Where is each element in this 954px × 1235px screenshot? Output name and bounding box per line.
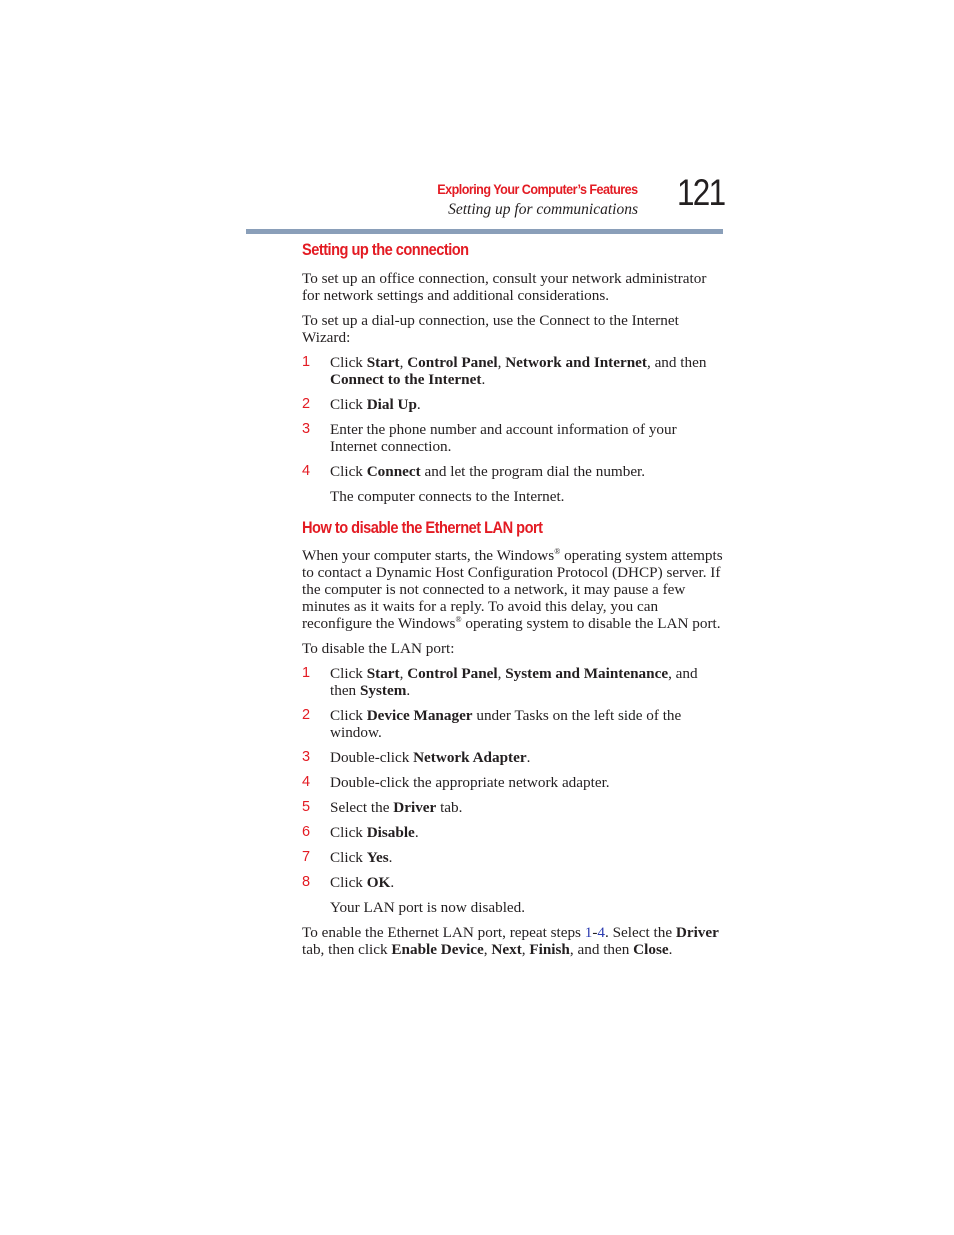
registered-mark: ® bbox=[554, 547, 561, 556]
text: , bbox=[497, 354, 506, 371]
step-result: Your LAN port is now disabled. bbox=[330, 899, 526, 916]
ui-term: Start bbox=[366, 665, 400, 682]
step-number: 4 bbox=[302, 774, 311, 790]
section-heading-connection: Setting up the connection bbox=[302, 240, 469, 259]
ui-term: Network and Internet bbox=[505, 354, 647, 371]
step-item bbox=[302, 463, 723, 480]
text: and let the program dial the number. bbox=[420, 463, 646, 480]
ui-term: System and Maintenance bbox=[505, 665, 669, 682]
section-heading-disable-lan: How to disable the Ethernet LAN port bbox=[302, 518, 543, 537]
header-rule bbox=[246, 229, 723, 234]
text: Click bbox=[330, 396, 367, 413]
ui-term: Enable Device bbox=[391, 941, 484, 958]
text: . bbox=[668, 941, 673, 958]
ui-term: Control Panel bbox=[407, 665, 498, 682]
step-text bbox=[330, 665, 723, 699]
step-result: The computer connects to the Internet. bbox=[330, 488, 565, 505]
step-text bbox=[330, 749, 723, 766]
text: . bbox=[416, 396, 421, 413]
text: , and then bbox=[646, 354, 707, 371]
ui-term: Driver bbox=[393, 799, 437, 816]
step-item bbox=[302, 799, 723, 816]
text: , bbox=[399, 354, 408, 371]
step-item bbox=[302, 707, 723, 741]
page-number: 121 bbox=[677, 172, 725, 213]
text: operating system to disable the LAN port. bbox=[461, 615, 721, 632]
step-text bbox=[330, 874, 723, 891]
text: Click bbox=[330, 849, 367, 866]
ui-term: System bbox=[359, 682, 407, 699]
enable-paragraph bbox=[302, 924, 723, 958]
text: Click bbox=[330, 707, 367, 724]
step-number: 2 bbox=[302, 707, 311, 723]
text: tab, then click bbox=[302, 941, 392, 958]
ui-term: Finish bbox=[529, 941, 570, 958]
text: . bbox=[526, 749, 531, 766]
text: . bbox=[414, 824, 419, 841]
ui-term: Next bbox=[491, 941, 522, 958]
step-item bbox=[302, 749, 723, 766]
ui-term: Close bbox=[633, 941, 669, 958]
page-body bbox=[302, 238, 723, 966]
step-item bbox=[302, 421, 723, 455]
step-text: Double-click the appropriate network adapter. bbox=[330, 774, 610, 791]
text: Double-click bbox=[330, 749, 414, 766]
ui-term: Driver bbox=[675, 924, 719, 941]
text: , bbox=[399, 665, 408, 682]
ui-term: Dial Up bbox=[366, 396, 417, 413]
ui-term: Disable bbox=[366, 824, 415, 841]
text: Click bbox=[330, 824, 367, 841]
step-text: Enter the phone number and account information of your Internet connection. bbox=[330, 421, 677, 455]
step-number: 1 bbox=[302, 665, 311, 681]
text: under Tasks on the left side of the window. bbox=[330, 707, 682, 741]
paragraph: To set up a dial-up connection, use the Connect to the Internet Wizard: bbox=[302, 312, 679, 346]
step-number: 5 bbox=[302, 799, 311, 815]
step-number: 4 bbox=[302, 463, 311, 479]
ui-term: Connect to the Internet bbox=[330, 371, 482, 388]
text: . bbox=[390, 874, 395, 891]
text: , bbox=[497, 665, 506, 682]
text: . Select the bbox=[605, 924, 676, 941]
chapter-title: Exploring Your Computer’s Features bbox=[437, 181, 638, 197]
text: Click bbox=[330, 874, 367, 891]
ui-term: Network Adapter bbox=[413, 749, 527, 766]
text: To enable the Ethernet LAN port, repeat steps bbox=[302, 924, 585, 941]
text: . bbox=[388, 849, 393, 866]
step-number: 6 bbox=[302, 824, 311, 840]
text: , and then bbox=[569, 941, 634, 958]
step-text bbox=[330, 824, 723, 841]
step-item bbox=[302, 824, 723, 841]
text: When your computer starts, the Windows bbox=[302, 547, 555, 564]
ui-term: Control Panel bbox=[407, 354, 498, 371]
text: . bbox=[481, 371, 486, 388]
step-item bbox=[302, 849, 723, 866]
step-number: 7 bbox=[302, 849, 311, 865]
step-text bbox=[330, 354, 723, 388]
step-item bbox=[302, 354, 723, 388]
text: Select the bbox=[330, 799, 394, 816]
ui-term: Connect bbox=[366, 463, 421, 480]
step-text bbox=[330, 799, 723, 816]
step-number: 3 bbox=[302, 749, 311, 765]
step-number: 2 bbox=[302, 396, 311, 412]
step-number: 3 bbox=[302, 421, 311, 437]
ui-term: OK bbox=[366, 874, 391, 891]
text: tab. bbox=[436, 799, 463, 816]
paragraph bbox=[302, 547, 723, 632]
step-item bbox=[302, 396, 723, 413]
ui-term: Device Manager bbox=[366, 707, 473, 724]
text: Click bbox=[330, 665, 367, 682]
text: , bbox=[521, 941, 530, 958]
step-number: 8 bbox=[302, 874, 311, 890]
step-text bbox=[330, 849, 723, 866]
text: , and then bbox=[330, 665, 698, 699]
text: Click bbox=[330, 354, 367, 371]
paragraph: To disable the LAN port: bbox=[302, 640, 455, 657]
step-text bbox=[330, 463, 723, 480]
step-link[interactable]: 1 bbox=[584, 924, 593, 941]
ui-term: Yes bbox=[366, 849, 389, 866]
step-item bbox=[302, 774, 723, 791]
text: , bbox=[483, 941, 492, 958]
step-item bbox=[302, 665, 723, 699]
step-link[interactable]: 4 bbox=[597, 924, 606, 941]
text: . bbox=[406, 682, 411, 699]
step-text bbox=[330, 707, 723, 741]
step-number: 1 bbox=[302, 354, 311, 370]
text: - bbox=[592, 924, 598, 941]
step-text bbox=[330, 396, 723, 413]
text: Click bbox=[330, 463, 367, 480]
text: operating system attempts to contact a Dynamic Host Configuration Protocol (DHCP) server. If the computer is not connected to a network, it may pause a few minutes as it waits for a reply. To avoid this delay, you can reconfigure the Windows bbox=[302, 547, 723, 632]
step-item bbox=[302, 874, 723, 891]
ui-term: Start bbox=[366, 354, 400, 371]
paragraph: To set up an office connection, consult your network administrator for network settings and additional considerations. bbox=[302, 270, 707, 304]
registered-mark: ® bbox=[455, 615, 462, 624]
section-title: Setting up for communications bbox=[448, 201, 638, 218]
